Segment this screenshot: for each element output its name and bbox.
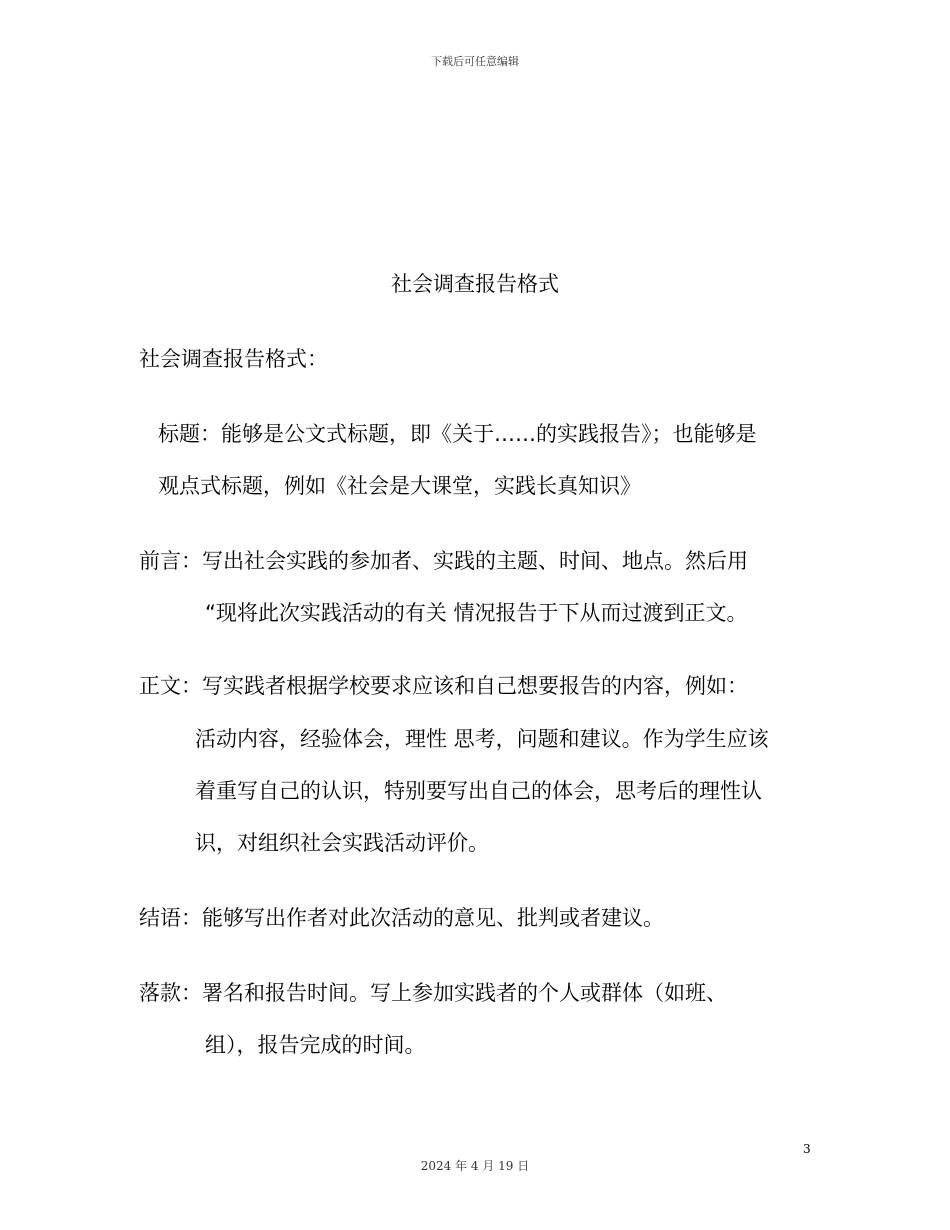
signature-line-1: 落款：署名和报告时间。写上参加实践者的个人或群体（如班、 [139,981,727,1005]
title-section-line-1: 标题：能够是公文式标题，即《关于……的实践报告》；也能够是 [158,422,757,446]
title-section-line-2: 观点式标题，例如《社会是大课堂，实践长真知识》 [158,474,641,498]
preface-line-1: 前言：写出社会实践的参加者、实践的主题、时间、地点。然后用 [139,549,748,573]
preface-line-2: “现将此次实践活动的有关 情况报告于下从而过渡到正文。 [205,601,748,625]
intro-heading: 社会调查报告格式： [139,347,328,371]
body-line-1: 正文：写实践者根据学校要求应该和自己想要报告的内容，例如： [139,674,748,698]
signature-line-2: 组），报告完成的时间。 [205,1033,426,1057]
document-title: 社会调查报告格式 [391,272,559,296]
body-line-4: 识，对组织社会实践活动评价。 [195,831,489,855]
page-footer-date: 2024 年 4 月 19 日 [420,1159,530,1173]
page-number: 3 [803,1142,811,1156]
page-header: 下载后可任意编辑 [431,55,519,68]
body-line-3: 着重写自己的认识，特别要写出自己的体会，思考后的理性认 [195,779,762,803]
body-line-2: 活动内容，经验体会，理性 思考，问题和建议。作为学生应该 [195,727,769,751]
conclusion-line-1: 结语：能够写出作者对此次活动的意见、批判或者建议。 [139,906,664,930]
